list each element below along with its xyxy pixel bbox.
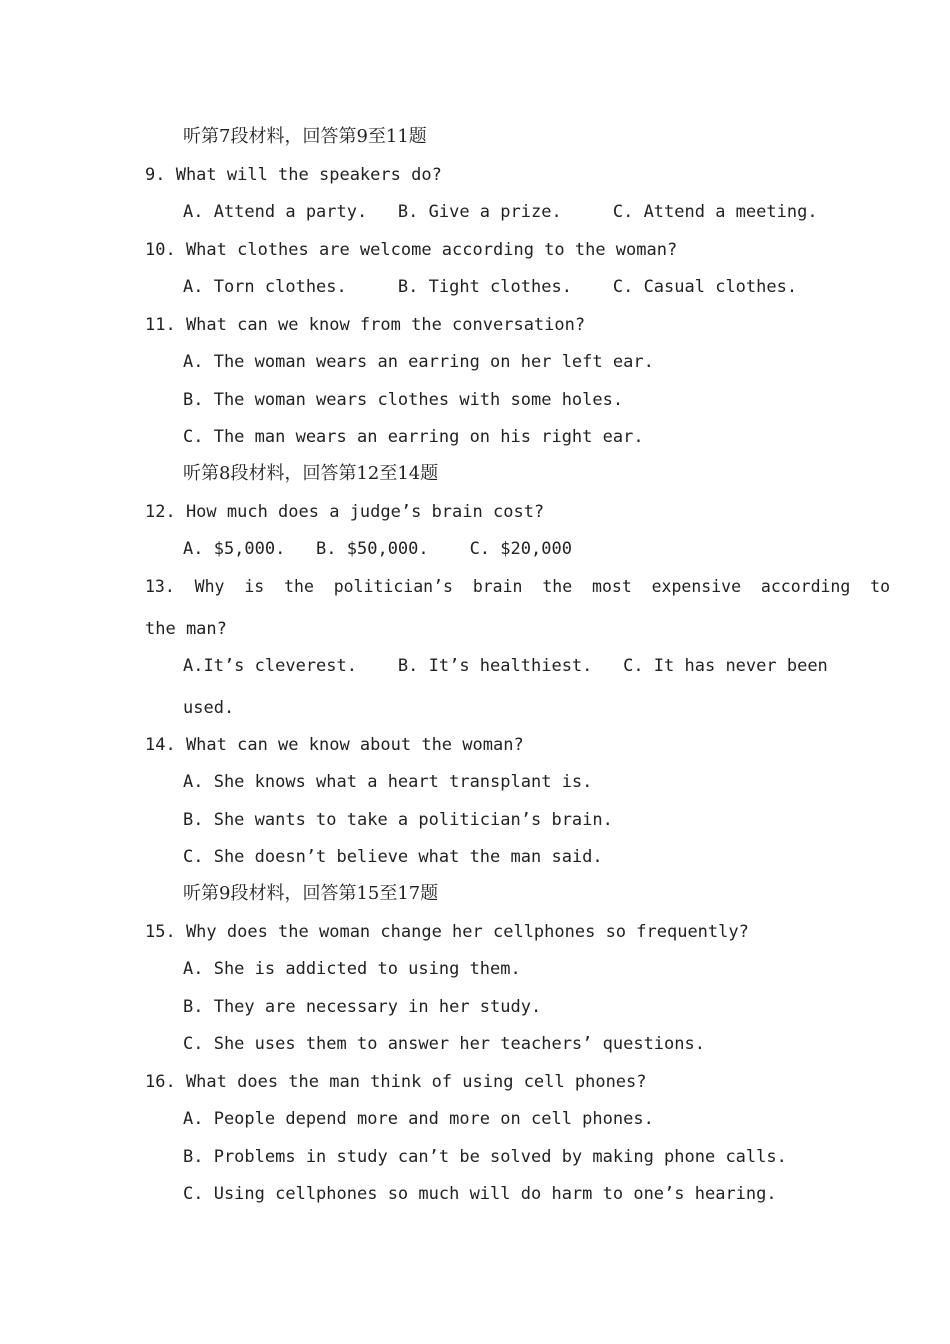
question-11-option-a: A. The woman wears an earring on her left ear. bbox=[183, 352, 654, 372]
question-11-option-c: C. The man wears an earring on his right ear. bbox=[183, 427, 644, 447]
question-12-stem: 12. How much does a judge’s brain cost? bbox=[145, 502, 545, 522]
question-10-options: A. Torn clothes. B. Tight clothes. C. Casual clothes. bbox=[183, 277, 798, 297]
question-13-options-line1: A.It’s cleverest. B. It’s healthiest. C. It has never been bbox=[183, 656, 828, 676]
question-13-options-line2: used. bbox=[183, 698, 235, 718]
section-header-9: 听第9段材料，回答第15至17题 bbox=[183, 883, 439, 904]
question-13-stem-line2: the man? bbox=[145, 619, 227, 639]
section-header-8: 听第8段材料，回答第12至14题 bbox=[183, 463, 439, 484]
section-header-7: 听第7段材料，回答第9至11题 bbox=[183, 126, 427, 147]
question-9-stem: 9. What will the speakers do? bbox=[145, 165, 442, 185]
question-9-options: A. Attend a party. B. Give a prize. C. Attend a meeting. bbox=[183, 202, 818, 222]
question-13-stem-line1: 13. Why is the politician’s brain the most expensive according to bbox=[145, 577, 891, 596]
question-11-option-b: B. The woman wears clothes with some holes. bbox=[183, 390, 624, 410]
question-14-stem: 14. What can we know about the woman? bbox=[145, 735, 524, 755]
question-11-stem: 11. What can we know from the conversation? bbox=[145, 315, 586, 335]
question-12-options: A. $5,000. B. $50,000. C. $20,000 bbox=[183, 539, 572, 559]
question-16-option-a: A. People depend more and more on cell phones. bbox=[183, 1109, 654, 1129]
question-10-stem: 10. What clothes are welcome according to the woman? bbox=[145, 240, 678, 260]
question-14-option-b: B. She wants to take a politician’s brain. bbox=[183, 810, 613, 830]
question-14-option-c: C. She doesn’t believe what the man said. bbox=[183, 847, 603, 867]
question-15-option-c: C. She uses them to answer her teachers’ questions. bbox=[183, 1034, 705, 1054]
question-15-option-a: A. She is addicted to using them. bbox=[183, 959, 521, 979]
question-16-stem: 16. What does the man think of using cell phones? bbox=[145, 1072, 647, 1092]
question-14-option-a: A. She knows what a heart transplant is. bbox=[183, 772, 593, 792]
question-16-option-c: C. Using cellphones so much will do harm to one’s hearing. bbox=[183, 1184, 777, 1204]
question-15-option-b: B. They are necessary in her study. bbox=[183, 997, 542, 1017]
question-16-option-b: B. Problems in study can’t be solved by making phone calls. bbox=[183, 1147, 787, 1167]
question-15-stem: 15. Why does the woman change her cellphones so frequently? bbox=[145, 922, 749, 942]
